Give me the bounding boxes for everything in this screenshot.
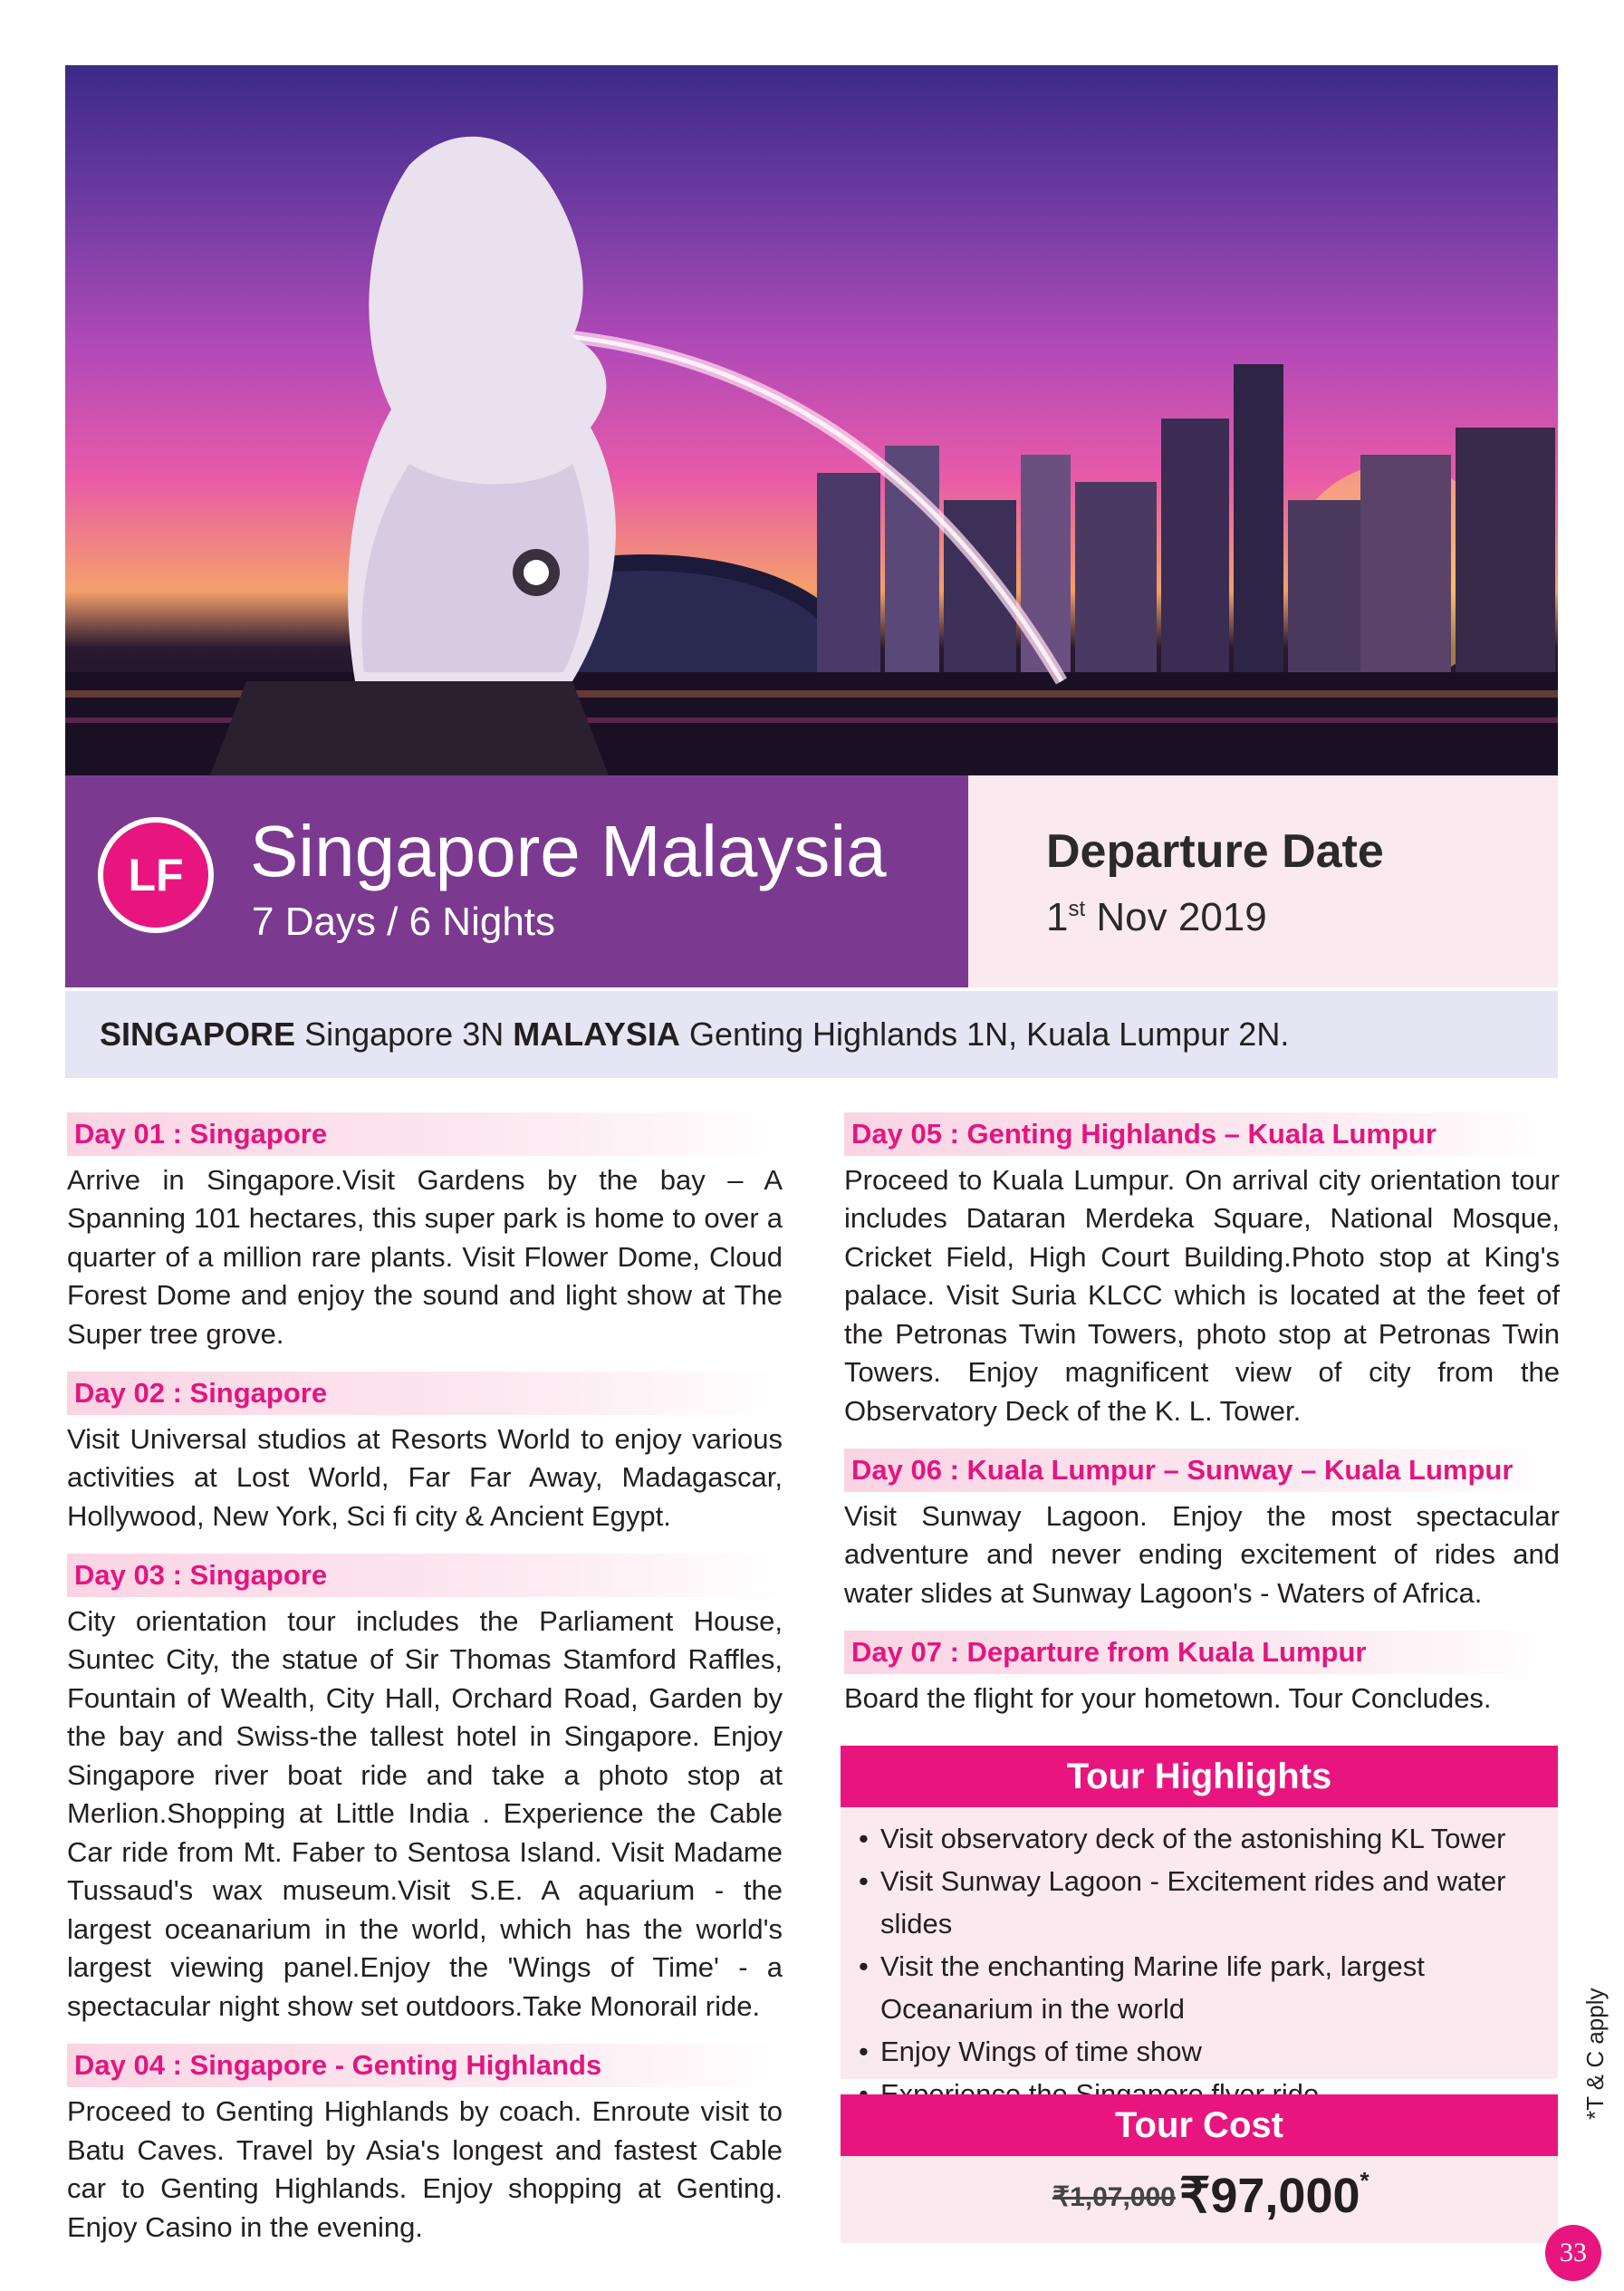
day-description: Proceed to Genting Highlands by coach. Enroute visit to Batu Caves. Travel by Asia's longest and fastest Cable car to Genting Highlands. Enjoy shopping at Genting. Enjoy Casino in the evening. (67, 2095, 783, 2243)
route-bar (65, 991, 1558, 1078)
title-band (65, 775, 968, 987)
departure-date (1046, 895, 1267, 940)
departure-day: 1 (1046, 895, 1069, 939)
departure-panel (968, 775, 1558, 987)
tour-duration: 7 Days / 6 Nights (252, 900, 556, 944)
new-price: ₹97,000* (1179, 2167, 1369, 2223)
cost-heading: Tour Cost (841, 2094, 1558, 2156)
day-description: Proceed to Kuala Lumpur. On arrival city orientation tour includes Dataran Merdeka Square, National Mosque, Cricket Field, High Court Building.Photo stop at King's palace. Visit Suria KLCC which is located at the feet of the Petronas Twin Towers, photo stop at Petronas Twin Towers. Enjoy magnificent view of city from the Observatory Deck of the K. L. Tower. (844, 1163, 1560, 1427)
route-country-singapore: SINGAPORE (100, 1016, 296, 1053)
day-heading: Day 04 : Singapore - Genting Highlands (67, 2044, 783, 2087)
list-item: • Visit Sunway Lagoon - Excitement rides and water slides (859, 1860, 1547, 1945)
departure-month-year: Nov 2019 (1096, 895, 1267, 939)
route-detail-singapore: Singapore 3N (304, 1016, 504, 1053)
lf-badge: LF (98, 817, 214, 933)
list-item: • Enjoy Wings of time show (859, 2030, 1547, 2073)
day-description: City orientation tour includes the Parliament House, Suntec City, the statue of Sir Thomas Stamford Raffles, Fountain of Wealth, City Hall, Orchard Road, Garden by the bay and Swiss-the tallest hotel in Singapore. Enjoy Singapore river boat ride and take a photo stop at Merlion.Shopping at Little India . Experience the Cable Car ride from Mt. Faber to Sentosa Island. Visit Madame Tussaud's wax museum.Visit S.E. A aquarium - the largest oceanarium in the world, which has the world's largest viewing panel.Enjoy the 'Wings of Time' - a spectacular night show set outdoors.Take Monorail ride. (67, 1604, 783, 2022)
day-heading: Day 01 : Singapore (67, 1112, 783, 1156)
tour-title: Singapore Malaysia (250, 811, 887, 891)
bullet-icon: • (859, 2036, 869, 2067)
day-section (844, 1631, 1560, 1718)
day-section (67, 2044, 783, 2247)
day-section (67, 1554, 783, 2026)
route-detail-malaysia: Genting Highlands 1N, Kuala Lumpur 2N. (688, 1016, 1290, 1053)
list-item: • Visit observatory deck of the astonishing KL Tower (859, 1817, 1547, 1860)
route-country-malaysia: MALAYSIA (513, 1016, 680, 1053)
day-description: Board the flight for your hometown. Tour Concludes. (844, 1681, 1492, 1714)
day-heading: Day 03 : Singapore (67, 1554, 783, 1597)
highlights-list (859, 1817, 1547, 2115)
day-heading: Day 02 : Singapore (67, 1372, 783, 1415)
day-section (67, 1372, 783, 1535)
day-heading: Day 06 : Kuala Lumpur – Sunway – Kuala Lumpur (844, 1449, 1560, 1492)
day-heading: Day 07 : Departure from Kuala Lumpur (844, 1631, 1560, 1674)
hero-image-merlion-skyline (65, 65, 1558, 775)
day-section (844, 1112, 1560, 1430)
itinerary-right-column (844, 1112, 1560, 1736)
day-description: Arrive in Singapore.Visit Gardens by the bay – A Spanning 101 hectares, this super park is home to over a quarter of a million rare plants. Visit Flower Dome, Cloud Forest Dome and enjoy the sound and light show at The Super tree grove. (67, 1163, 783, 1350)
terms-note: *T & C apply (1581, 1988, 1609, 2120)
bullet-icon: • (859, 1865, 869, 1897)
departure-heading: Departure Date (1046, 825, 1384, 878)
old-price: ₹1,07,000 (1052, 2182, 1176, 2212)
day-section (844, 1449, 1560, 1612)
itinerary-left-column (67, 1112, 783, 2265)
price-asterisk: * (1360, 2167, 1369, 2194)
day-section (67, 1112, 783, 1353)
day-description: Visit Universal studios at Resorts World to enjoy various activities at Lost World, Far Far Away, Madagascar, Hollywood, New York, Sci fi city & Ancient Egypt. (67, 1422, 783, 1532)
bullet-icon: • (859, 1950, 869, 1982)
page-number: 33 (1545, 2225, 1601, 2281)
day-heading: Day 05 : Genting Highlands – Kuala Lumpur (844, 1112, 1560, 1156)
highlights-heading: Tour Highlights (841, 1746, 1558, 1807)
list-item: • Visit the enchanting Marine life park, largest Oceanarium in the world (859, 1945, 1547, 2030)
day-description: Visit Sunway Lagoon. Enjoy the most spectacular adventure and never ending excitement of rides and water slides at Sunway Lagoon's - Waters of Africa. (844, 1499, 1560, 1609)
departure-day-suffix: st (1068, 897, 1086, 921)
bullet-icon: • (859, 1823, 869, 1854)
